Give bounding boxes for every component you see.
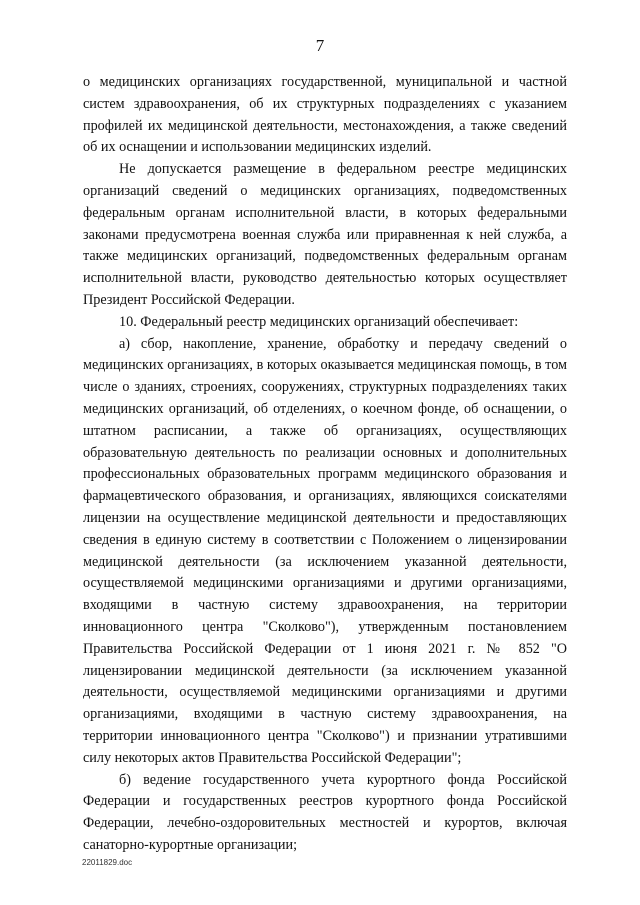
paragraph-not-allowed: Не допускается размещение в федеральном реестре медицинских организаций сведений о медицинских организациях, подведомственных федеральным органам исполнительной власти, в которых федеральными законами предусмотрена военная служба или приравненная к ней служба, а также медицинских организаций, подведомственных федеральным органам исполнительной власти, руководство деятельностью которых осуществляет Президент Российской Федерации.: [83, 161, 567, 308]
paragraph-subitem-a: а) сбор, накопление, хранение, обработку и передачу сведений о медицинских организациях, в которых оказывается медицинская помощь, в том числе о зданиях, строениях, сооружениях, структурных подразделениях таких медицинских организаций, об отделениях, о коечном фонде, об оснащении, о штатном расписании, а также об организациях, осуществляющих образовательную деятельность по реализации основных и дополнительных профессиональных образовательных программ медицинского образования и фармацевтического образования, и организациях, являющихся соискателями лицензии на осуществление медицинской деятельности и предоставляющих сведения в единую систему в соответствии с Положением о лицензировании медицинской деятельности (за исключением указанной деятельности, осуществляемой медицинскими организациями и другими организациями, входящими в частную систему здравоохранения, на территории инновационного центра "Сколково"), утвержденным постановлением Правительства Российской Федерации от 1 июня 2021 г. № 852 "О лицензировании медицинской деятельности (за исключением указанной деятельности, осуществляемой медицинскими организациями и другими организациями, входящими в частную систему здравоохранения, на территории инновационного центра "Сколково") и признании утратившими силу некоторых актов Правительства Российской Федерации";: [83, 335, 567, 766]
paragraph-subitem-b: б) ведение государственного учета курортного фонда Российской Федерации и государственных реестров курортного фонда Российской Федерации, лечебно-оздоровительных местностей и курортов, включая санаторно-курортные организации;: [83, 771, 567, 853]
document-body: [83, 72, 567, 857]
document-code: 22011829.doc: [82, 858, 133, 867]
paragraph-item-10: 10. Федеральный реестр медицинских организаций обеспечивает:: [119, 313, 519, 330]
page-number: 7: [315, 36, 325, 55]
paragraph-medical-organizations-info: о медицинских организациях государственной, муниципальной и частной систем здравоохранения, об их структурных подразделениях с указанием профилей их медицинской деятельности, местонахождения, а также сведений об их оснащении и использовании медицинских изделий.: [83, 74, 567, 156]
